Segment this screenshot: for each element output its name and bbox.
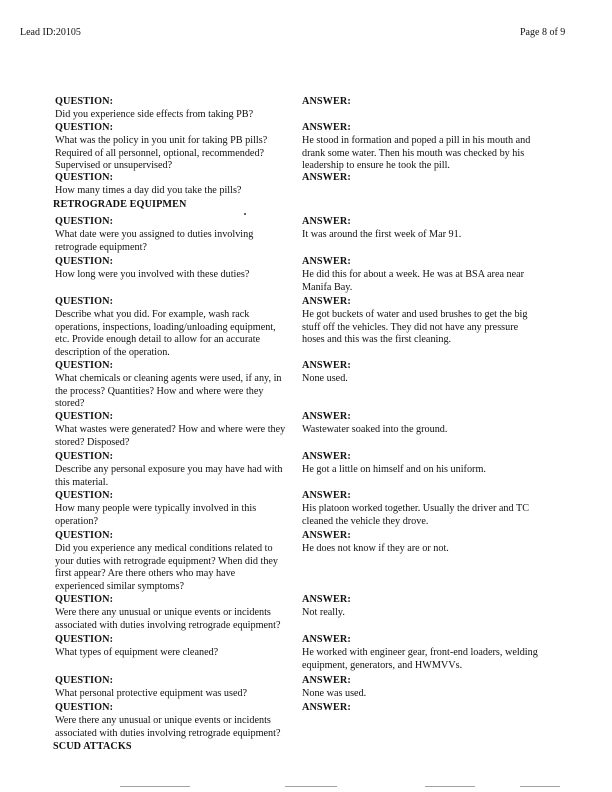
question-text: What was the policy in you unit for taking PB pills? Required of all personnel, optional, recommended? Supervised or unsupervised? xyxy=(55,135,268,171)
question-text: What date were you assigned to duties involving retrograde equipment? xyxy=(55,229,254,253)
answer-text: His platoon worked together. Usually the driver and TC cleaned the vehicle they drove. xyxy=(302,503,530,527)
answer-label: ANSWER: xyxy=(302,675,351,686)
page-label: Page xyxy=(520,27,540,38)
total-pages: 9 xyxy=(560,27,566,38)
answer-label: ANSWER: xyxy=(302,96,351,107)
question-text: How many people were typically involved in this operation? xyxy=(55,503,257,527)
answer-label: ANSWER: xyxy=(302,594,351,605)
question-label: QUESTION: xyxy=(55,702,114,713)
scan-artifact-line xyxy=(120,786,190,787)
question-label: QUESTION: xyxy=(55,675,114,686)
question-text: Describe any personal exposure you may have had with this material. xyxy=(55,464,283,488)
answer-text: He did this for about a week. He was at BSA area near Manifa Bay. xyxy=(302,269,525,293)
stray-mark xyxy=(244,213,246,215)
answer-label: ANSWER: xyxy=(302,360,351,371)
answer-label: ANSWER: xyxy=(302,530,351,541)
of-label: of xyxy=(549,27,558,38)
answer-text: He worked with engineer gear, front-end loaders, welding equipment, generators, and HWMVVs. xyxy=(302,647,538,671)
question-text: What wastes were generated? How and where were they stored? Disposed? xyxy=(55,424,286,448)
answer-label: ANSWER: xyxy=(302,216,351,227)
answer-text: None was used. xyxy=(302,688,367,699)
section-heading-retrograde: RETROGRADE EQUIPMEN xyxy=(53,199,187,210)
scan-artifact-line xyxy=(520,786,560,787)
question-label: QUESTION: xyxy=(55,594,114,605)
answer-text: Wastewater soaked into the ground. xyxy=(302,424,448,435)
lead-id: Lead ID:20105 xyxy=(20,27,81,38)
scan-artifact-line xyxy=(285,786,337,787)
answer-label: ANSWER: xyxy=(302,411,351,422)
question-text: Did you experience side effects from taking PB? xyxy=(55,109,254,120)
question-label: QUESTION: xyxy=(55,411,114,422)
question-label: QUESTION: xyxy=(55,256,114,267)
answer-label: ANSWER: xyxy=(302,702,351,713)
question-label: QUESTION: xyxy=(55,530,114,541)
answer-text: Not really. xyxy=(302,607,345,618)
answer-label: ANSWER: xyxy=(302,296,351,307)
question-label: QUESTION: xyxy=(55,296,114,307)
question-text: How many times a day did you take the pills? xyxy=(55,185,242,196)
answer-label: ANSWER: xyxy=(302,256,351,267)
answer-text: He does not know if they are or not. xyxy=(302,543,449,554)
scan-artifact-line xyxy=(425,786,475,787)
question-label: QUESTION: xyxy=(55,451,114,462)
answer-text: It was around the first week of Mar 91. xyxy=(302,229,462,240)
question-label: QUESTION: xyxy=(55,360,114,371)
question-text: Did you experience any medical conditions related to your duties with retrograde equipment? When did they first appear? Are there others who may have experienced similar symptoms? xyxy=(55,543,279,592)
question-label: QUESTION: xyxy=(55,634,114,645)
question-text: Describe what you did. For example, wash rack operations, inspections, loading/unloading equipment, etc. Provide enough detail to allow for an accurate description of the operation. xyxy=(55,309,276,358)
question-text: What types of equipment were cleaned? xyxy=(55,647,219,658)
question-text: Were there any unusual or unique events or incidents associated with duties involving retrograde equipment? xyxy=(55,607,281,631)
question-label: QUESTION: xyxy=(55,216,114,227)
answer-label: ANSWER: xyxy=(302,634,351,645)
question-label: QUESTION: xyxy=(55,172,114,183)
question-label: QUESTION: xyxy=(55,96,114,107)
question-label: QUESTION: xyxy=(55,122,114,133)
question-text: What personal protective equipment was used? xyxy=(55,688,248,699)
question-text: How long were you involved with these duties? xyxy=(55,269,250,280)
page-number: 8 xyxy=(541,27,547,38)
section-heading-scud: SCUD ATTACKS xyxy=(53,741,132,752)
answer-label: ANSWER: xyxy=(302,122,351,133)
question-label: QUESTION: xyxy=(55,490,114,501)
answer-text: He got buckets of water and used brushes to get the big stuff off the vehicles. They did not have any pressure hoses and this was the first cleaning. xyxy=(302,309,528,345)
page-indicator xyxy=(520,27,565,40)
answer-text: He stood in formation and poped a pill in his mouth and drank some water. Then his mouth was checked by his leadership to ensure he took the pill. xyxy=(302,135,531,171)
answer-text: He got a little on himself and on his uniform. xyxy=(302,464,486,475)
question-text: What chemicals or cleaning agents were used, if any, in the process? Quantities? How and where were they stored? xyxy=(55,373,282,409)
answer-label: ANSWER: xyxy=(302,172,351,183)
answer-text: None used. xyxy=(302,373,348,384)
answer-label: ANSWER: xyxy=(302,490,351,501)
question-text: Were there any unusual or unique events or incidents associated with duties involving retrograde equipment? xyxy=(55,715,281,739)
answer-label: ANSWER: xyxy=(302,451,351,462)
